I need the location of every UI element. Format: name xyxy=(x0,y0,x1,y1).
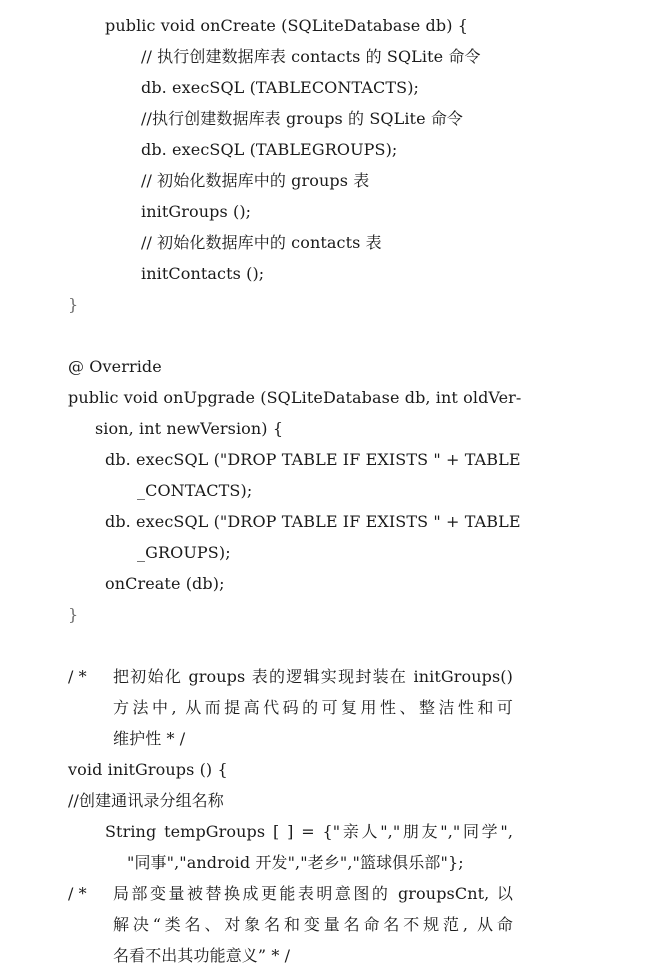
code-comment-groupscnt-line1: 局部变量被替换成更能表明意图的 groupsCnt, 以 xyxy=(113,884,513,903)
code-line-exec-groups: db. execSQL (TABLEGROUPS); xyxy=(141,140,398,159)
code-line-drop-groups-cont: _GROUPS); xyxy=(137,543,231,562)
code-line-onupgrade-signature: public void onUpgrade (SQLiteDatabase db, int oldVer- xyxy=(68,388,522,407)
code-comment-create-contacts: // 执行创建数据库表 contacts 的 SQLite 命令 xyxy=(141,47,481,66)
code-line-oncreate-call: onCreate (db); xyxy=(105,574,225,593)
code-comment-open: / * xyxy=(68,667,87,686)
code-comment-open: / * xyxy=(68,884,87,903)
code-line-drop-contacts: db. execSQL ("DROP TABLE IF EXISTS " + TABLE xyxy=(105,450,521,469)
code-comment-groupscnt-line2: 解决“类名、对象名和变量名命名不规范, 从命 xyxy=(113,915,513,934)
code-comment-create-groups: //执行创建数据库表 groups 的 SQLite 命令 xyxy=(141,109,464,128)
code-line-temp-groups: String tempGroups [ ] = {"亲人","朋友","同学", xyxy=(105,822,513,841)
code-line-temp-groups-cont: "同事","android 开发","老乡","篮球俱乐部"}; xyxy=(127,853,464,872)
code-line-exec-contacts: db. execSQL (TABLECONTACTS); xyxy=(141,78,420,97)
code-closing-brace: } xyxy=(68,605,79,624)
code-line-drop-contacts-cont: _CONTACTS); xyxy=(137,481,253,500)
code-annotation-override: @ Override xyxy=(68,357,162,376)
code-comment-init-groups: // 初始化数据库中的 groups 表 xyxy=(141,171,370,190)
code-closing-brace: } xyxy=(68,295,79,314)
code-comment-create-group-names: //创建通讯录分组名称 xyxy=(68,791,224,810)
code-comment-initgroups-line2: 方法中, 从而提高代码的可复用性、整洁性和可 xyxy=(113,698,513,717)
code-line-initgroups-signature: void initGroups () { xyxy=(68,760,228,779)
code-line-init-contacts-call: initContacts (); xyxy=(141,264,265,283)
code-line-oncreate-signature: public void onCreate (SQLiteDatabase db) { xyxy=(105,16,469,35)
code-line-init-groups-call: initGroups (); xyxy=(141,202,252,221)
code-comment-init-contacts: // 初始化数据库中的 contacts 表 xyxy=(141,233,382,252)
code-comment-groupscnt-line3: 名看不出其功能意义” * / xyxy=(113,946,291,965)
code-comment-initgroups-line1: 把初始化 groups 表的逻辑实现封装在 initGroups() xyxy=(113,667,513,686)
code-line-drop-groups: db. execSQL ("DROP TABLE IF EXISTS " + TABLE xyxy=(105,512,521,531)
code-line-onupgrade-signature-cont: sion, int newVersion) { xyxy=(95,419,284,438)
code-comment-initgroups-line3: 维护性 * / xyxy=(113,729,186,748)
